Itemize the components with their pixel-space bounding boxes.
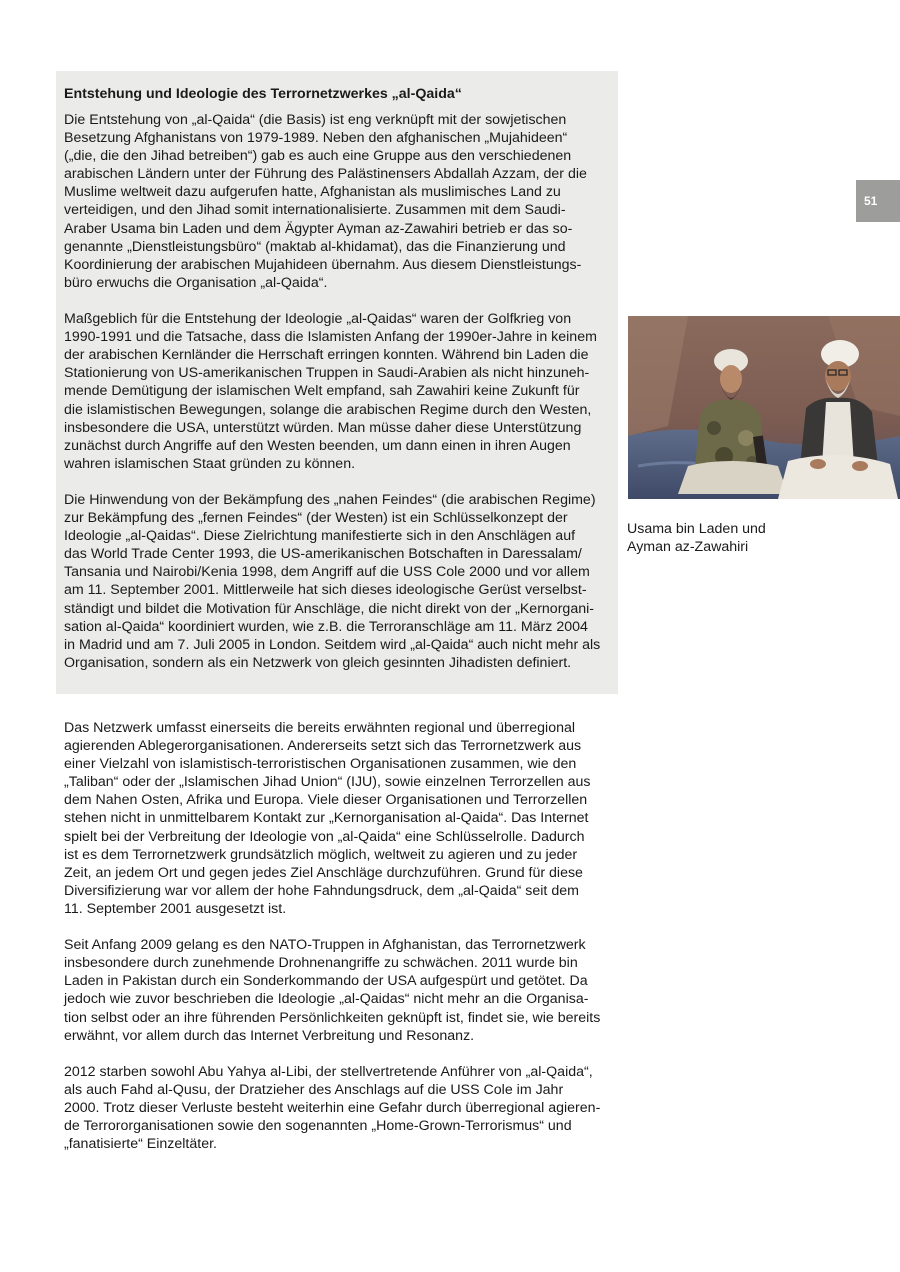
- text-line: „Taliban“ oder der „Islamischen Jihad Union“ (IJU), sowie einzelnen Terrorzellen aus: [64, 774, 591, 791]
- text-line: zunächst durch Angriffe auf den Westen beenden, um dann einen in ihren Augen: [64, 437, 571, 454]
- text-line: Maßgeblich für die Entstehung der Ideologie „al-Qaidas“ waren der Golfkrieg von: [64, 311, 572, 328]
- text-line: einer Vielzahl von islamistisch-terroristischen Organisationen zusammen, wie den: [64, 756, 577, 773]
- paragraph: [64, 491, 610, 672]
- text-line: Das Netzwerk umfasst einerseits die bereits erwähnten regional und überregional: [64, 720, 576, 736]
- paragraph-gap: [64, 473, 610, 491]
- photo-image: [628, 316, 900, 499]
- text-line: verteidigen, und den Jihad somit internationalisierte. Zusammen mit dem Saudi-: [64, 202, 566, 219]
- text-line: Diversifizierung war vor allem der hohe Fahndungsdruck, dem „al-Qaida“ seit dem: [64, 882, 579, 899]
- caption-line: Ayman az-Zawahiri: [627, 539, 749, 556]
- text-line: „fanatisierte“ Einzeltäter.: [64, 1136, 217, 1153]
- paragraph: [64, 111, 610, 292]
- text-line: das World Trade Center 1993, die US-amerikanischen Botschaften in Daressalam/: [64, 546, 582, 563]
- text-line: Koordinierung der arabischen Mujahideen übernahm. Aus diesem Dienstleistungs-: [64, 256, 582, 273]
- info-box: [56, 71, 618, 694]
- text-line: de Terrororganisationen sowie den sogenannten „Home-Grown-Terrorismus“ und: [64, 1118, 572, 1135]
- text-line: ist es dem Terrornetzwerk grundsätzlich möglich, weltweit zu agieren und zu jeder: [64, 846, 578, 863]
- paragraph: [64, 719, 614, 918]
- text-line: insbesondere durch zunehmende Drohnenangriffe zu schwächen. 2011 wurde bin: [64, 955, 578, 972]
- text-line: am 11. September 2001. Mittlerweile hat sich dieses ideologische Gerüst verselbst-: [64, 582, 587, 599]
- text-line: in Madrid und am 7. Juli 2005 in London. Seitdem wird „al-Qaida“ auch nicht mehr als: [64, 636, 601, 653]
- text-line: Organisation, sondern als ein Netzwerk von gleich gesinnten Jihadisten definiert.: [64, 654, 572, 671]
- text-line: dem Nahen Osten, Afrika und Europa. Viele dieser Organisationen und Terrorzellen: [64, 792, 588, 809]
- text-line: wahren islamischen Staat gründen zu können.: [64, 455, 356, 472]
- text-line: Stationierung von US-amerikanischen Truppen in Saudi-Arabien als nicht hinzuneh-: [64, 365, 590, 382]
- text-line: arabischen Ländern unter der Führung des Palästinensers Abdallah Azzam, der die: [64, 166, 587, 183]
- text-line: der arabischen Kernländer die Herrschaft erringen konnten. Während bin Laden die: [64, 347, 589, 364]
- text-line: jedoch wie zuvor beschrieben die Ideologie „al-Qaidas“ nicht mehr an die Organisa-: [64, 991, 589, 1008]
- text-line: genannte „Dienstleistungsbüro“ (maktab al-khidamat), das die Finanzierung und: [64, 238, 566, 255]
- text-line: spielt bei der Verbreitung der Ideologie von „al-Qaida“ eine Schlüsselrolle. Dadurch: [64, 828, 585, 845]
- text-line: Seit Anfang 2009 gelang es den NATO-Truppen in Afghanistan, das Terrornetzwerk: [64, 937, 586, 954]
- text-line: erwähnt, vor allem durch das Internet Verbreitung und Resonanz.: [64, 1027, 475, 1044]
- text-line: Besetzung Afghanistans von 1979-1989. Neben den afghanischen „Mujahideen“: [64, 130, 568, 147]
- text-line: Die Hinwendung von der Bekämpfung des „nahen Feindes“ (die arabischen Regime): [64, 491, 596, 508]
- text-line: die islamistischen Bewegungen, solange die arabischen Regime durch den Westen,: [64, 401, 592, 418]
- text-line: 2000. Trotz dieser Verluste besteht weiterhin eine Gefahr durch überregional agieren-: [64, 1099, 601, 1116]
- paragraph: [64, 1063, 614, 1153]
- info-box-title: Entstehung und Ideologie des Terrornetzwerkes „al-Qaida“: [64, 86, 462, 102]
- text-line: Zeit, an jedem Ort und gegen jedes Ziel Anschläge durchzuführen. Grund für diese: [64, 864, 583, 881]
- text-line: Ideologie „al-Qaidas“. Diese Zielrichtung manifestierte sich in den Anschlägen auf: [64, 528, 576, 545]
- text-line: 2012 starben sowohl Abu Yahya al-Libi, der stellvertretende Anführer von „al-Qaida“,: [64, 1063, 593, 1080]
- text-line: als auch Fahd al-Qusu, der Dratzieher des Anschlags auf die USS Cole im Jahr: [64, 1081, 564, 1098]
- info-box-body: [64, 111, 610, 672]
- paragraph-gap: [64, 1045, 614, 1063]
- caption-line: Usama bin Laden und: [627, 521, 766, 537]
- text-line: sation al-Qaida“ koordiniert wurden, wie z.B. die Terroranschläge am 11. März 2004: [64, 618, 588, 635]
- text-line: agierenden Ablegerorganisationen. Andererseits setzt sich das Terrornetzwerk aus: [64, 738, 582, 755]
- text-line: 11. September 2001 ausgesetzt ist.: [64, 900, 287, 917]
- text-line: 1990-1991 und die Tatsache, dass die Islamisten Anfang der 1990er-Jahre in keinem: [64, 329, 597, 346]
- text-line: Laden in Pakistan durch ein Sonderkommando der USA aufgespürt und getötet. Da: [64, 973, 588, 990]
- text-line: Muslime weltweit dazu aufgerufen hatte, Afghanistan als muslimisches Land zu: [64, 184, 561, 201]
- text-line: ständigt und bildet die Motivation für Anschläge, die nicht direkt von der „Kernorgani-: [64, 600, 594, 617]
- text-line: tion selbst oder an ihre führenden Persönlichkeiten geknüpft ist, findet sie, wie bereits: [64, 1009, 601, 1026]
- page-number: 51: [856, 180, 900, 222]
- main-body-text: [64, 719, 614, 1153]
- text-line: büro erwuchs die Organisation „al-Qaida“.: [64, 274, 328, 291]
- paragraph: [64, 936, 614, 1045]
- text-line: Tansania und Nairobi/Kenia 1998, dem Angriff auf die USS Cole 2000 und vor allem: [64, 564, 590, 581]
- photo-bin-laden-zawahiri: [628, 316, 900, 499]
- paragraph-gap: [64, 292, 610, 310]
- text-line: insbesondere die USA, unterstützt würden. Man müsse daher diese Unterstützung: [64, 419, 582, 436]
- paragraph: [64, 310, 610, 473]
- text-line: („die, die den Jihad betreiben“) gab es auch eine Gruppe aus den verschiedenen: [64, 148, 572, 165]
- paragraph-gap: [64, 918, 614, 936]
- text-line: Araber Usama bin Laden und dem Ägypter Ayman az-Zawahiri betrieb er das so-: [64, 220, 573, 237]
- photo-caption: [627, 520, 766, 556]
- text-line: stehen nicht in unmittelbarem Kontakt zur „Kernorganisation al-Qaida“. Das Internet: [64, 810, 589, 827]
- text-line: mende Demütigung der islamischen Welt empfand, sah Zawahiri keine Zukunft für: [64, 383, 580, 400]
- text-line: Die Entstehung von „al-Qaida“ (die Basis) ist eng verknüpft mit der sowjetischen: [64, 112, 567, 128]
- text-line: zur Bekämpfung des „fernen Feindes“ (der Westen) ist ein Schlüsselkonzept der: [64, 510, 568, 527]
